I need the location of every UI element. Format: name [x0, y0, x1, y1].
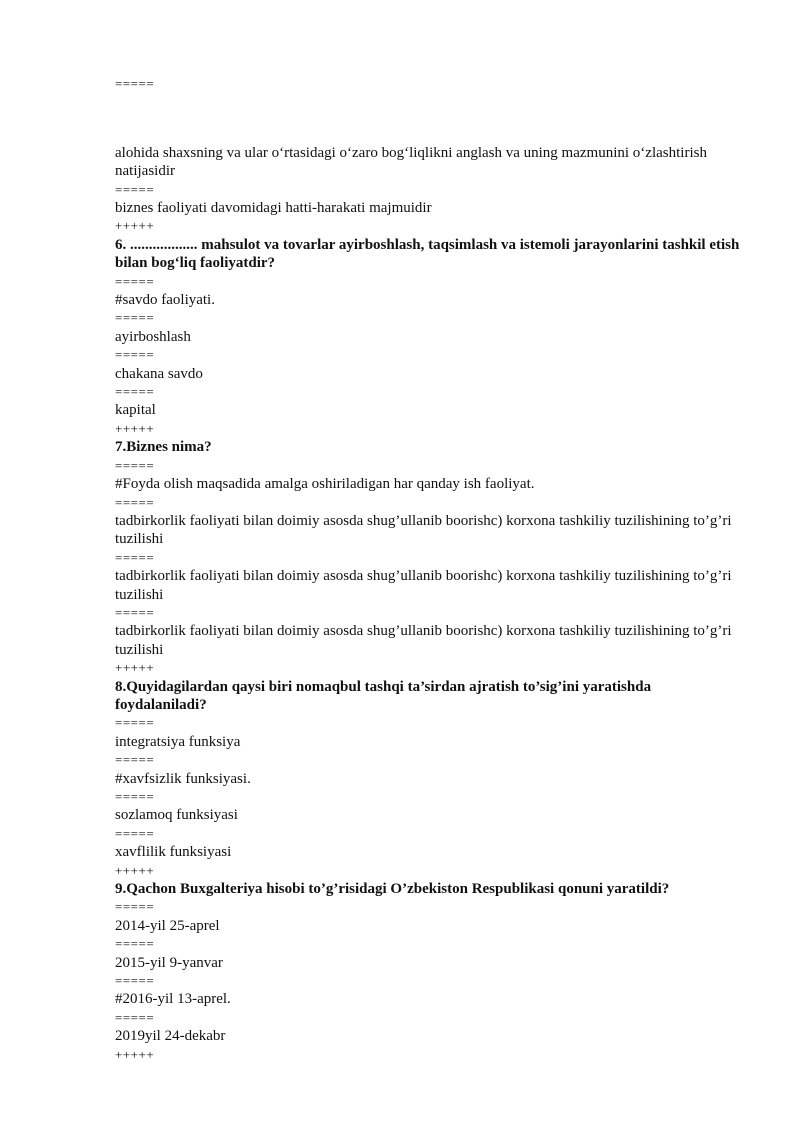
- answer-option: chakana savdo: [115, 365, 203, 382]
- question-end-separator: +++++: [115, 660, 155, 676]
- answer-option: #2016-yil 13-aprel.: [115, 991, 231, 1008]
- question-text: 8.Quyidagilardan qaysi biri nomaqbul tashqi ta’sirdan ajratish to’sig’ini yaratishda foydalaniladi?: [115, 678, 652, 713]
- answer-separator: =====: [115, 752, 155, 768]
- answer-separator: =====: [115, 936, 155, 952]
- answer-separator: =====: [115, 973, 155, 989]
- answer-separator: =====: [115, 715, 155, 731]
- answer-option: tadbirkorlik faoliyati bilan doimiy asosda shug’ullanib boorishc) korxona tashkiliy tuzilishining to’g’ri tuzilishi: [115, 623, 732, 658]
- answer-option: #Foyda olish maqsadida amalga oshiriladigan har qanday ish faoliyat.: [115, 476, 535, 493]
- answer-separator: =====: [115, 310, 155, 326]
- answer-separator: =====: [115, 789, 155, 805]
- answer-separator: =====: [115, 347, 155, 363]
- answer-option: tadbirkorlik faoliyati bilan doimiy asosda shug’ullanib boorishc) korxona tashkiliy tuzilishining to’g’ri tuzilishi: [115, 568, 732, 603]
- answer-separator: =====: [115, 899, 155, 915]
- document-page: [115, 75, 745, 1064]
- answer-separator: =====: [115, 494, 155, 510]
- answer-option: #savdo faoliyati.: [115, 292, 215, 309]
- answer-separator: =====: [115, 181, 155, 197]
- question-text: 9.Qachon Buxgalteriya hisobi to’g’risidagi O’zbekiston Respublikasi qonuni yaratildi?: [115, 881, 670, 898]
- question-end-separator: +++++: [115, 218, 155, 234]
- question-text: 7.Biznes nima?: [115, 439, 212, 456]
- question-end-separator: +++++: [115, 1046, 155, 1062]
- answer-separator: =====: [115, 1009, 155, 1025]
- answer-option: ayirboshlash: [115, 328, 191, 345]
- answer-option: sozlamoq funksiyasi: [115, 807, 238, 824]
- answer-option: integratsiya funksiya: [115, 733, 241, 750]
- answer-option: 2014-yil 25-aprel: [115, 917, 220, 934]
- answer-separator: =====: [115, 825, 155, 841]
- answer-option: xavflilik funksiyasi: [115, 844, 232, 861]
- answer-separator: =====: [115, 549, 155, 565]
- answer-option: alohida shaxsning va ular o‘rtasidagi o‘zaro bog‘liqlikni anglash va uning mazmunini o‘zlashtirish natijasidir: [115, 144, 707, 180]
- answer-option: kapital: [115, 402, 156, 419]
- answer-separator: =====: [115, 76, 155, 91]
- answer-separator: =====: [115, 384, 155, 400]
- blank-line: [115, 109, 745, 127]
- answer-option: biznes faoliyati davomidagi hatti-harakati majmuidir: [115, 200, 432, 217]
- answer-option: 2015-yil 9-yanvar: [115, 954, 223, 971]
- question-text: 6. .................. mahsulot va tovarlar ayirboshlash, taqsimlash va istemoli jarayonlarini tashkil etish bilan bog‘liq faoliyatdir?: [115, 236, 740, 272]
- answer-option: tadbirkorlik faoliyati bilan doimiy asosda shug’ullanib boorishc) korxona tashkiliy tuzilishining to’g’ri tuzilishi: [115, 512, 732, 548]
- answer-separator: =====: [115, 604, 155, 620]
- answer-separator: =====: [115, 273, 155, 289]
- answer-option: 2019yil 24-dekabr: [115, 1028, 226, 1045]
- question-end-separator: +++++: [115, 862, 155, 878]
- answer-separator: =====: [115, 457, 155, 473]
- question-end-separator: +++++: [115, 420, 155, 436]
- answer-option: #xavfsizlik funksiyasi.: [115, 770, 251, 787]
